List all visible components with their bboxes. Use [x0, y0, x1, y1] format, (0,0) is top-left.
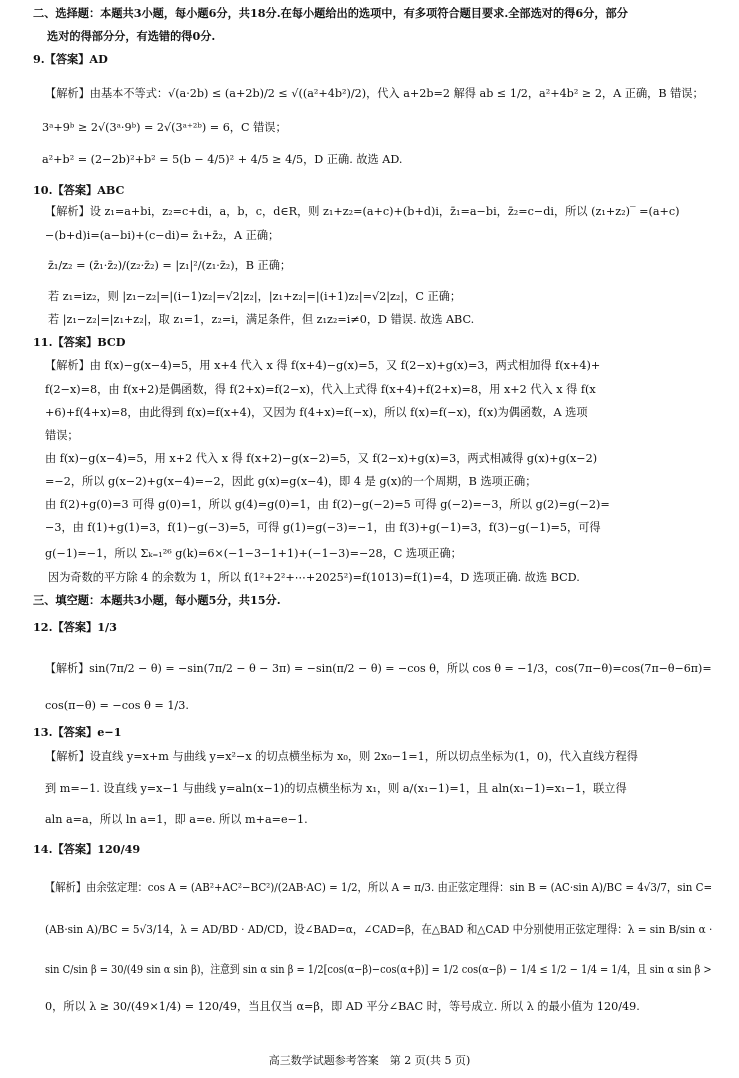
text-line: g(−1)=−1，所以 Σₖ₌₁²⁶ g(k)=6×(−1−3−1+1)+(−1−3)=−28，C 选项正确；	[45, 547, 462, 560]
text-line: 【解析】由余弦定理：cos A = (AB²+AC²−BC²)/(2AB·AC) = 1/2，所以 A = π/3. 由正弦定理得：sin B = (AC·sin A)/BC = 4√3/7，sin C=	[45, 881, 713, 894]
text-line: sin C/sin β = 30/(49 sin α sin β)，注意到 sin α sin β = 1/2[cos(α−β)−cos(α+β)] = 1/2 cos(α−β) − 1/4 ≤ 1/2 − 1/4 = 1/4，且 sin α sin β >	[45, 963, 712, 976]
text-line: 若 z₁=iz₂，则 |z₁−z₂|=|(i−1)z₂|=√2|z₂|，|z₁+z₂|=|(i+1)z₂|=√2|z₂|，C 正确；	[48, 290, 462, 303]
text-line: cos(π−θ) = −cos θ = 1/3.	[45, 699, 189, 712]
text-line: 到 m=−1. 设直线 y=x−1 与曲线 y=aln(x−1)的切点横坐标为 x₁，则 a/(x₁−1)=1，且 aln(x₁−1)=x₁−1，联立得	[45, 782, 627, 795]
text-line: =−2，所以 g(x−2)+g(x−4)=−2，因此 g(x)=g(x−4)，即 4 是 g(x)的一个周期，B 选项正确；	[45, 475, 537, 488]
text-line: 10.【答案】ABC	[33, 183, 125, 197]
text-line: 因为奇数的平方除 4 的余数为 1，所以 f(1²+2²+⋯+2025²)=f(1013)=f(1)=4，D 选项正确. 故选 BCD.	[48, 571, 580, 584]
text-line: 【解析】设直线 y=x+m 与曲线 y=x²−x 的切点横坐标为 x₀，则 2x₀−1=1，所以切点坐标为(1，0)，代入直线方程得	[45, 750, 638, 763]
text-line: 14.【答案】120/49	[33, 842, 141, 856]
text-line: 0，所以 λ ≥ 30/(49×1/4) = 120/49，当且仅当 α=β，即 AD 平分∠BAC 时，等号成立. 所以 λ 的最小值为 120/49.	[45, 1000, 640, 1013]
text-line: 13.【答案】e−1	[33, 725, 122, 739]
text-line: 由 f(x)−g(x−4)=5，用 x+2 代入 x 得 f(x+2)−g(x−2)=5，又 f(2−x)+g(x)=3，两式相减得 g(x)+g(x−2)	[45, 452, 598, 465]
text-line: a²+b² = (2−2b)²+b² = 5(b − 4/5)² + 4/5 ≥ 4/5，D 正确. 故选 AD.	[42, 153, 403, 166]
text-line: z̄₁/z₂ = (z̄₁·z̄₂)/(z₂·z̄₂) = |z₁|²/(z₁·z̄₂)，B 正确；	[48, 259, 292, 272]
text-line: 12.【答案】1/3	[33, 620, 117, 634]
text-line: aln a=a，所以 ln a=1，即 a=e. 所以 m+a=e−1.	[45, 813, 308, 826]
text-line: f(2−x)=8，由 f(x+2)是偶函数，得 f(2+x)=f(2−x)，代入上式得 f(x+4)+f(2+x)=8，用 x+2 代入 x 得 f(x	[45, 383, 596, 396]
text-line: 由 f(2)+g(0)=3 可得 g(0)=1，所以 g(4)=g(0)=1，由 f(2)−g(−2)=5 可得 g(−2)=−3，所以 g(2)=g(−2)=	[45, 498, 610, 511]
text-line: 【解析】sin(7π/2 − θ) = −sin(7π/2 − θ − 3π) = −sin(π/2 − θ) = −cos θ，所以 cos θ = −1/3，cos(7π−θ)=cos(7π−θ−6π)=	[45, 662, 712, 675]
text-line: 【解析】由 f(x)−g(x−4)=5，用 x+4 代入 x 得 f(x+4)−g(x)=5，又 f(2−x)+g(x)=3，两式相加得 f(x+4)+	[45, 359, 601, 372]
text-line: 选对的得部分分，有选错的得0分.	[47, 29, 216, 43]
text-line: 若 |z₁−z₂|=|z₁+z₂|，取 z₁=1，z₂=i，满足条件，但 z₁z₂=i≠0，D 错误. 故选 ABC.	[48, 313, 475, 326]
text-line: +6)+f(4+x)=8，由此得到 f(x)=f(x+4)，又因为 f(4+x)=f(−x)，所以 f(x)=f(−x)，f(x)为偶函数，A 选项	[45, 406, 588, 419]
text-line: 三、填空题：本题共3小题，每小题5分，共15分.	[33, 593, 281, 607]
text-line: (AB·sin A)/BC = 5√3/14，λ = AD/BD · AD/CD，设∠BAD=α，∠CAD=β，在△BAD 和△CAD 中分别使用正弦定理得：λ = sin B/sin α ·	[45, 923, 713, 936]
text-line: 【解析】由基本不等式：√(a·2b) ≤ (a+2b)/2 ≤ √((a²+4b²)/2)，代入 a+2b=2 解得 ab ≤ 1/2，a²+4b² ≥ 2，A 正确，B 错误；	[45, 87, 704, 100]
text-line: 9.【答案】AD	[33, 52, 108, 66]
text-line: 二、选择题：本题共3小题，每小题6分，共18分.在每小题给出的选项中，有多项符合题目要求.全部选对的得6分，部分	[33, 6, 628, 20]
text-line: 错误；	[45, 429, 79, 442]
page-footer: 高三数学试题参考答案 第 2 页(共 5 页)	[268, 1054, 471, 1067]
text-line: 3ᵃ+9ᵇ ≥ 2√(3ᵃ·9ᵇ) = 2√(3ᵃ⁺²ᵇ) = 6，C 错误；	[42, 121, 287, 134]
text-line: 【解析】设 z₁=a+bi，z₂=c+di，a，b，c，d∈R，则 z₁+z₂=(a+c)+(b+d)i，z̄₁=a−bi，z̄₂=c−di，所以 (z₁+z₂)‾ =(a+c)	[45, 205, 680, 218]
text-line: −(b+d)i=(a−bi)+(c−di)= z̄₁+z̄₂，A 正确；	[45, 229, 280, 242]
text-line: 11.【答案】BCD	[33, 335, 126, 349]
text-line: −3，由 f(1)+g(1)=3，f(1)−g(−3)=5，可得 g(1)=g(−3)=−1，由 f(3)+g(−1)=3，f(3)−g(−1)=5，可得	[45, 521, 601, 534]
